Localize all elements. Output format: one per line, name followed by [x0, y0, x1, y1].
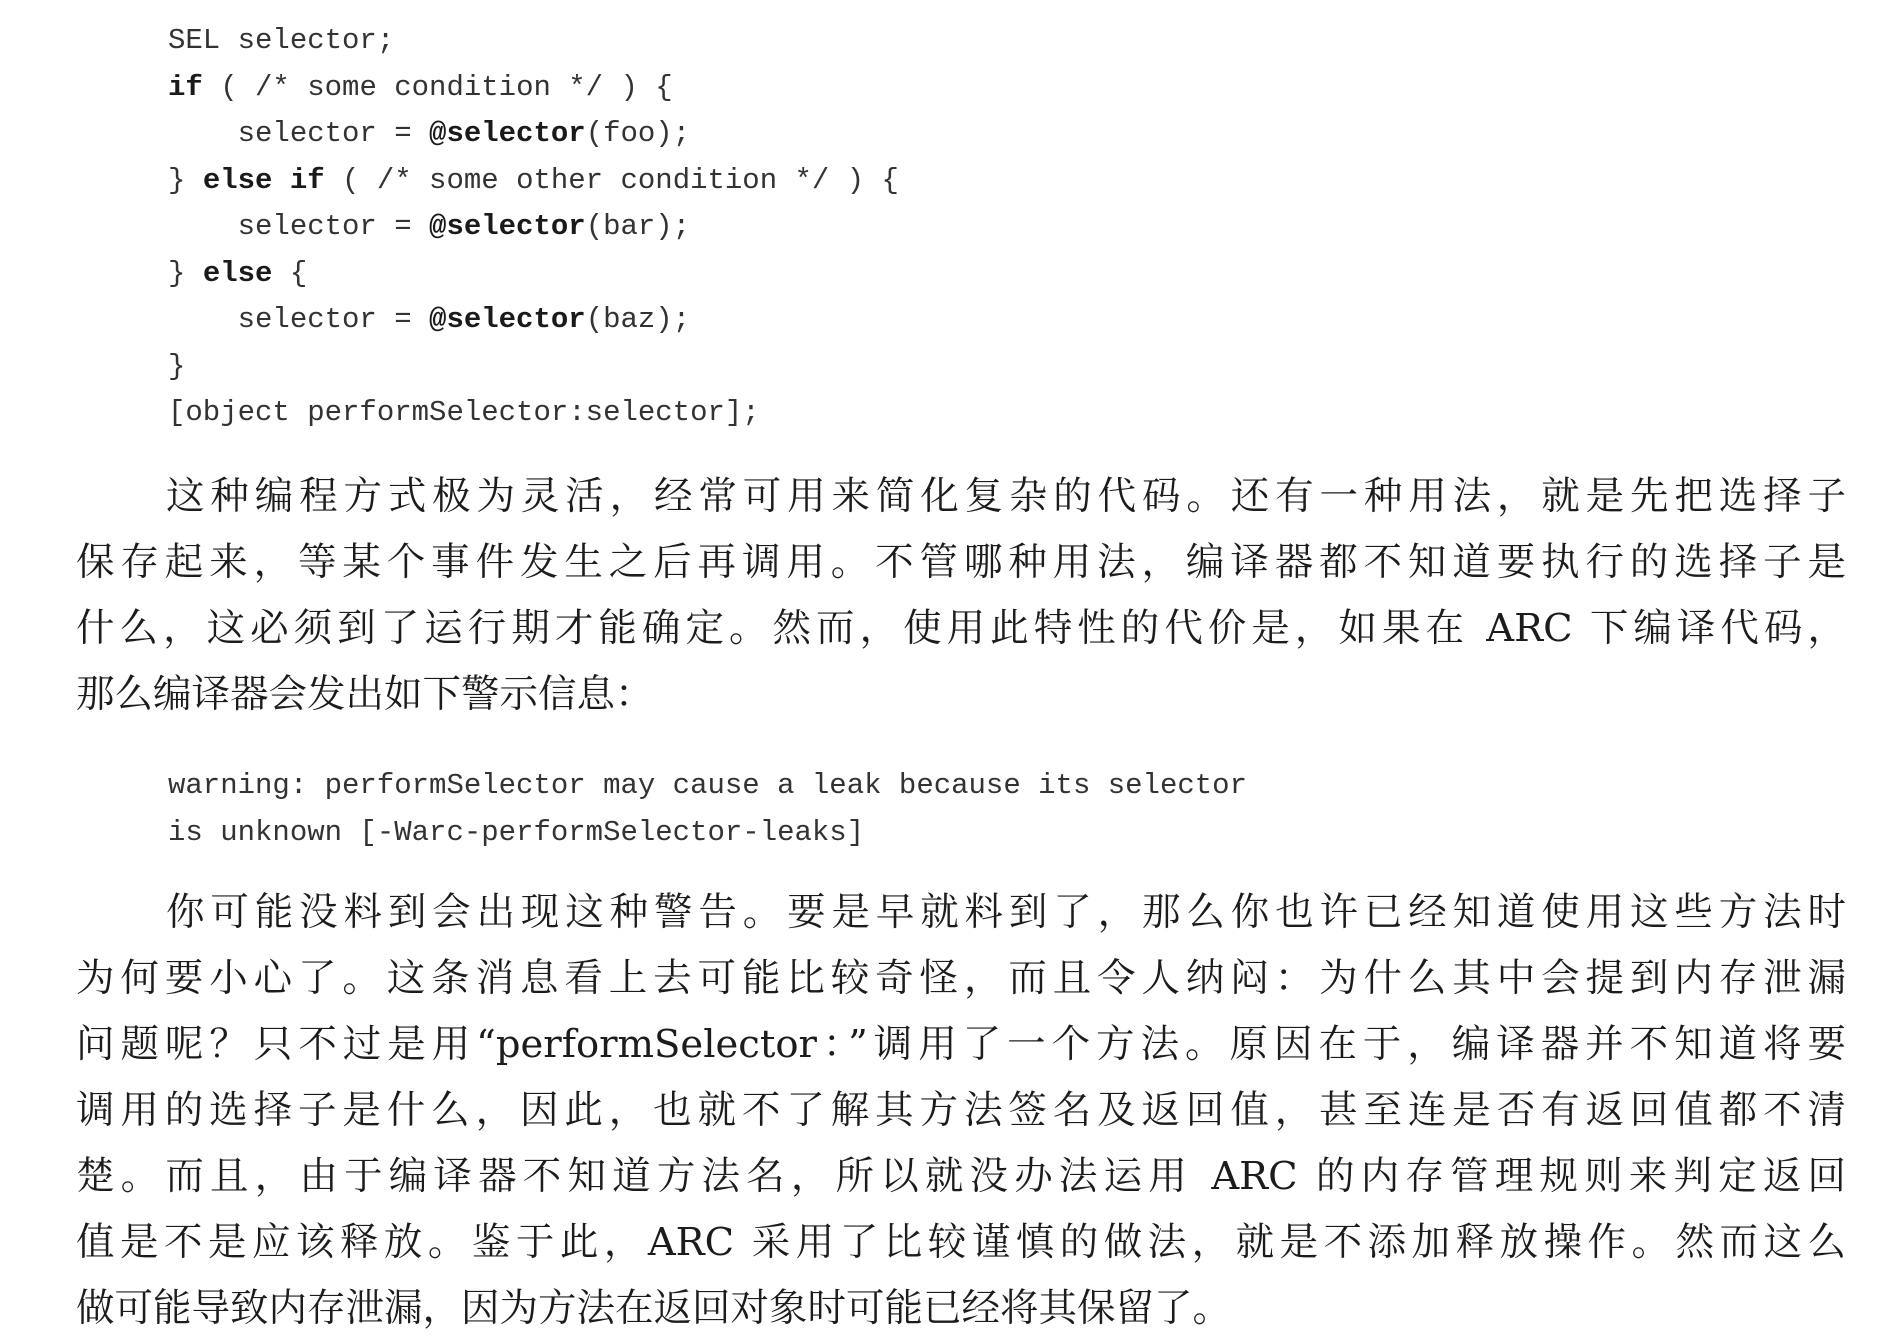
paragraph-line: 调用的选择子是什么，因此，也就不了解其方法签名及返回值，甚至连是否有返回值都不清	[76, 1088, 1846, 1133]
body-paragraph	[76, 880, 1846, 1342]
code-line: } else if ( /* some other condition */ ) {	[168, 163, 899, 197]
paragraph-line: 你可能没料到会出现这种警告。要是早就料到了，那么你也许已经知道使用这些方法时	[166, 890, 1846, 935]
paragraph-line: 值是不是应该释放。鉴于此，ARC 采用了比较谨慎的做法，就是不添加释放操作。然而这么	[76, 1220, 1846, 1265]
code-line: is unknown [-Warc-performSelector-leaks]	[168, 816, 865, 849]
paragraph-line: 那么编译器会发出如下警示信息：	[76, 672, 654, 717]
code-listing	[168, 18, 899, 437]
code-line: selector = @selector(bar);	[168, 210, 691, 243]
compiler-warning-listing	[168, 762, 1247, 856]
code-line: if ( /* some condition */ ) {	[168, 70, 673, 104]
code-line: selector = @selector(foo);	[168, 117, 691, 150]
paragraph-line: 为何要小心了。这条消息看上去可能比较奇怪，而且令人纳闷：为什么其中会提到内存泄漏	[76, 956, 1846, 1001]
paragraph-line: 做可能导致内存泄漏，因为方法在返回对象时可能已经将其保留了。	[76, 1286, 1232, 1331]
code-line: SEL selector;	[168, 24, 395, 57]
code-line: } else {	[168, 256, 308, 290]
code-line: warning: performSelector may cause a leak because its selector	[168, 769, 1247, 802]
paragraph-line: 这种编程方式极为灵活，经常可用来简化复杂的代码。还有一种用法，就是先把选择子	[166, 474, 1846, 519]
code-line: }	[168, 349, 186, 383]
paragraph-line: 什么，这必须到了运行期才能确定。然而，使用此特性的代价是，如果在 ARC 下编译代码，	[76, 606, 1846, 651]
paragraph-line: 楚。而且，由于编译器不知道方法名，所以就没办法运用 ARC 的内存管理规则来判定返回	[76, 1154, 1846, 1199]
paragraph-line: 保存起来，等某个事件发生之后再调用。不管哪种用法，编译器都不知道要执行的选择子是	[76, 540, 1846, 585]
paragraph-line: 问题呢？只不过是用“performSelector：”调用了一个方法。原因在于，编译器并不知道将要	[76, 1022, 1846, 1067]
code-line: selector = @selector(baz);	[168, 303, 691, 336]
code-line: [object performSelector:selector];	[168, 396, 760, 429]
body-paragraph	[76, 464, 1846, 728]
